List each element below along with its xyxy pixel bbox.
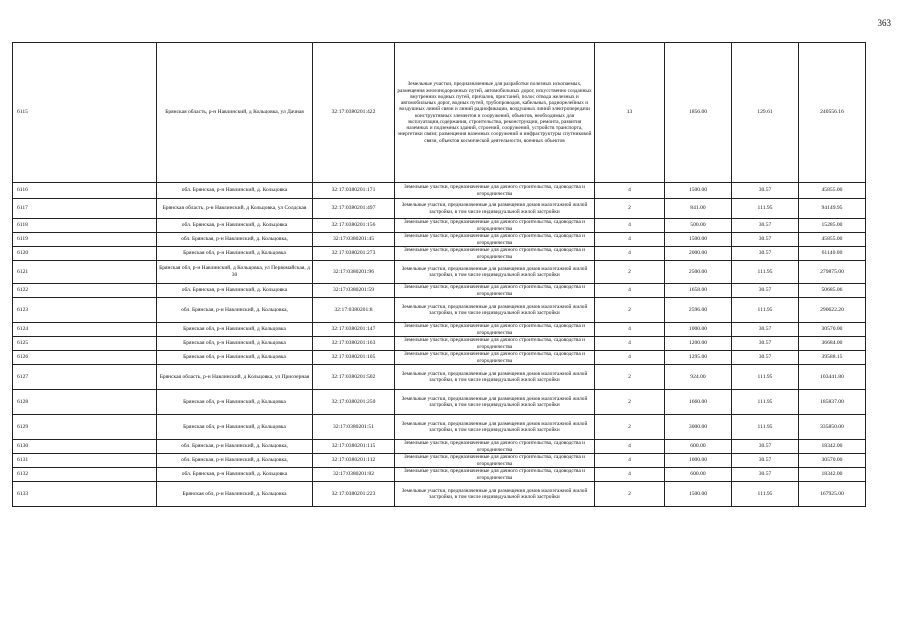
row-cadastral-number: 32:17:0380201:502 bbox=[313, 365, 395, 390]
row-id: 6117 bbox=[13, 199, 157, 219]
row-group: 4 bbox=[595, 219, 665, 233]
row-land-use-description: Земельные участки, предназначенные для размещения домов малоэтажной жилой застройки, в том числе индивидуальной жилой застройки bbox=[395, 415, 595, 440]
row-cadastral-value: 185837.00 bbox=[799, 390, 866, 415]
row-address: Брянская область, р-н Навлинский, д Кольцовка, ул Дачная bbox=[157, 43, 313, 183]
row-rate: 111.95 bbox=[732, 199, 799, 219]
row-land-use-description: Земельные участки, предназначенные для дачного строительства, садоводства и огородничества bbox=[395, 323, 595, 337]
row-cadastral-number: 32:17:0380201:163 bbox=[313, 337, 395, 351]
row-address: Брянская обл, р-н Навлинский, д Кольцовка bbox=[157, 323, 313, 337]
row-cadastral-value: 50685.06 bbox=[799, 284, 866, 298]
row-cadastral-value: 167925.00 bbox=[799, 482, 866, 507]
row-cadastral-number: 32:17:0380201:112 bbox=[313, 454, 395, 468]
row-group: 2 bbox=[595, 482, 665, 507]
row-area: 1295.00 bbox=[665, 351, 732, 365]
row-area: 1856.00 bbox=[665, 43, 732, 183]
row-id: 6127 bbox=[13, 365, 157, 390]
table-row bbox=[13, 323, 866, 337]
row-area: 1660.00 bbox=[665, 390, 732, 415]
row-area: 500.00 bbox=[665, 219, 732, 233]
row-id: 6129 bbox=[13, 415, 157, 440]
row-group: 4 bbox=[595, 183, 665, 199]
table-row bbox=[13, 199, 866, 219]
row-address: обл. Брянская, р-н Навлинский, д. Кольцовка bbox=[157, 468, 313, 482]
row-group: 4 bbox=[595, 323, 665, 337]
row-area: 3000.00 bbox=[665, 415, 732, 440]
row-land-use-description: Земельные участки, предназначенные для размещения домов малоэтажной жилой застройки, в том числе индивидуальной жилой застройки bbox=[395, 199, 595, 219]
row-address: обл. Брянская, р-н Навлинский, д. Кольцовка bbox=[157, 183, 313, 199]
row-area: 1658.00 bbox=[665, 284, 732, 298]
row-rate: 111.95 bbox=[732, 390, 799, 415]
table-row bbox=[13, 284, 866, 298]
row-rate: 129.61 bbox=[732, 43, 799, 183]
table-row bbox=[13, 390, 866, 415]
table-row bbox=[13, 365, 866, 390]
row-group: 2 bbox=[595, 415, 665, 440]
row-cadastral-value: 103441.80 bbox=[799, 365, 866, 390]
row-cadastral-value: 18342.00 bbox=[799, 440, 866, 454]
row-rate: 30.57 bbox=[732, 183, 799, 199]
row-cadastral-number: 32:17:0380201:45 bbox=[313, 233, 395, 247]
row-cadastral-value: 279875.00 bbox=[799, 261, 866, 284]
row-cadastral-value: 36684.00 bbox=[799, 337, 866, 351]
row-cadastral-number: 32:17:0380201:147 bbox=[313, 323, 395, 337]
row-id: 6124 bbox=[13, 323, 157, 337]
row-cadastral-number: 32:17:0380201:8 bbox=[313, 298, 395, 323]
row-id: 6121 bbox=[13, 261, 157, 284]
row-id: 6126 bbox=[13, 351, 157, 365]
row-rate: 30.57 bbox=[732, 219, 799, 233]
row-cadastral-value: 30570.00 bbox=[799, 323, 866, 337]
table-row bbox=[13, 482, 866, 507]
row-group: 2 bbox=[595, 298, 665, 323]
table-row bbox=[13, 233, 866, 247]
row-group: 2 bbox=[595, 261, 665, 284]
row-area: 600.00 bbox=[665, 468, 732, 482]
row-rate: 30.57 bbox=[732, 440, 799, 454]
row-group: 4 bbox=[595, 284, 665, 298]
row-group: 2 bbox=[595, 365, 665, 390]
row-cadastral-number: 32:17:0380201:497 bbox=[313, 199, 395, 219]
table-row bbox=[13, 415, 866, 440]
row-land-use-description: Земельные участки, предназначенные для дачного строительства, садоводства и огородничества bbox=[395, 183, 595, 199]
table-row bbox=[13, 337, 866, 351]
row-land-use-description: Земельные участки, предназначенные для дачного строительства, садоводства и огородничества bbox=[395, 440, 595, 454]
row-address: обл. Брянская, р-н Навлинский, д. Кольцовка, bbox=[157, 454, 313, 468]
row-id: 6119 bbox=[13, 233, 157, 247]
row-cadastral-number: 32:17:0380201:223 bbox=[313, 482, 395, 507]
row-rate: 30.57 bbox=[732, 337, 799, 351]
row-rate: 30.57 bbox=[732, 284, 799, 298]
row-address: обл. Брянская, р-н Навлинский, д. Кольцовка bbox=[157, 219, 313, 233]
row-land-use-description: Земельные участки, предназначенные для дачного строительства, садоводства и огородничества bbox=[395, 468, 595, 482]
row-group: 4 bbox=[595, 440, 665, 454]
row-address: обл. Брянская, р-н Навлинский, д. Кольцовка, bbox=[157, 233, 313, 247]
row-rate: 30.57 bbox=[732, 351, 799, 365]
row-area: 1500.00 bbox=[665, 482, 732, 507]
row-address: Брянская обл, р-н Навлинский, д Кольцовка bbox=[157, 415, 313, 440]
row-land-use-description: Земельные участки, предназначенные для размещения домов малоэтажной жилой застройки, в том числе индивидуальной жилой застройки bbox=[395, 298, 595, 323]
row-area: 1500.00 bbox=[665, 233, 732, 247]
row-cadastral-value: 61140.00 bbox=[799, 247, 866, 261]
row-cadastral-number: 32:17:0380201:59 bbox=[313, 284, 395, 298]
row-address: Брянская обл, р-н Навлинский, д Кольцовка bbox=[157, 337, 313, 351]
row-land-use-description: Земельные участки, предназначенные для дачного строительства, садоводства и огородничества bbox=[395, 337, 595, 351]
row-rate: 30.57 bbox=[732, 247, 799, 261]
row-cadastral-number: 32:17:0380201:171 bbox=[313, 183, 395, 199]
row-rate: 111.95 bbox=[732, 261, 799, 284]
row-cadastral-number: 32:17:0380201:422 bbox=[313, 43, 395, 183]
row-cadastral-value: 39588.15 bbox=[799, 351, 866, 365]
row-address: Брянская область, р-н Навлинский, д Кольцовка, ул Солдская bbox=[157, 199, 313, 219]
row-group: 13 bbox=[595, 43, 665, 183]
row-area: 2000.00 bbox=[665, 247, 732, 261]
row-cadastral-value: 45855.00 bbox=[799, 233, 866, 247]
row-rate: 111.95 bbox=[732, 365, 799, 390]
row-area: 1000.00 bbox=[665, 323, 732, 337]
row-id: 6133 bbox=[13, 482, 157, 507]
row-cadastral-number: 32:17:0380201:156 bbox=[313, 219, 395, 233]
row-land-use-description: Земельные участки, предназначенные для дачного строительства, садоводства и огородничества bbox=[395, 219, 595, 233]
row-group: 2 bbox=[595, 390, 665, 415]
table-body bbox=[13, 43, 866, 507]
row-cadastral-number: 32:17:0380201:105 bbox=[313, 351, 395, 365]
row-address: Брянская обл, р-н Навлинский, д Кольцовка bbox=[157, 247, 313, 261]
row-group: 4 bbox=[595, 454, 665, 468]
row-cadastral-number: 32:17:0380201:82 bbox=[313, 468, 395, 482]
row-land-use-description: Земельные участки, предназначенные для дачного строительства, садоводства и огородничества bbox=[395, 351, 595, 365]
row-cadastral-value: 30570.00 bbox=[799, 454, 866, 468]
row-cadastral-value: 240556.16 bbox=[799, 43, 866, 183]
row-land-use-description: Земельные участки, предназначенные для дачного строительства, садоводства и огородничества bbox=[395, 454, 595, 468]
row-id: 6125 bbox=[13, 337, 157, 351]
row-rate: 111.95 bbox=[732, 482, 799, 507]
table-row bbox=[13, 351, 866, 365]
table-row bbox=[13, 440, 866, 454]
row-cadastral-number: 32:17:0380201:51 bbox=[313, 415, 395, 440]
row-rate: 111.95 bbox=[732, 415, 799, 440]
row-land-use-description: Земельные участки, предназначенные для размещения домов малоэтажной жилой застройки, в том числе индивидуальной жилой застройки bbox=[395, 365, 595, 390]
row-id: 6120 bbox=[13, 247, 157, 261]
row-area: 2596.00 bbox=[665, 298, 732, 323]
row-group: 2 bbox=[595, 199, 665, 219]
row-group: 4 bbox=[595, 337, 665, 351]
row-address: обл. Брянская, р-н Навлинский, д. Кольцовка bbox=[157, 284, 313, 298]
row-address: Брянская область, р-н Навлинский, д Кольцовка, ул Приозерная bbox=[157, 365, 313, 390]
row-group: 4 bbox=[595, 468, 665, 482]
row-address: Брянская обл, р-н Навлинский, д. Кольцовка bbox=[157, 482, 313, 507]
row-area: 1000.00 bbox=[665, 454, 732, 468]
row-address: обл. Брянская, р-н Навлинский, д. Кольцовка, bbox=[157, 440, 313, 454]
row-cadastral-value: 45855.00 bbox=[799, 183, 866, 199]
row-area: 1500.00 bbox=[665, 183, 732, 199]
row-id: 6130 bbox=[13, 440, 157, 454]
row-id: 6116 bbox=[13, 183, 157, 199]
page-number: 363 bbox=[877, 18, 891, 28]
row-cadastral-value: 290622.20 bbox=[799, 298, 866, 323]
row-id: 6123 bbox=[13, 298, 157, 323]
row-rate: 30.57 bbox=[732, 454, 799, 468]
table-row bbox=[13, 468, 866, 482]
row-land-use-description: Земельные участки, предназначенные для дачного строительства, садоводства и огородничества bbox=[395, 233, 595, 247]
row-area: 600.00 bbox=[665, 440, 732, 454]
row-cadastral-value: 18342.00 bbox=[799, 468, 866, 482]
row-land-use-description: Земельные участки, предназначенные для дачного строительства, садоводства и огородничества bbox=[395, 284, 595, 298]
row-cadastral-number: 32:17:0380201:273 bbox=[313, 247, 395, 261]
row-land-use-description: Земельные участки, предназначенные для разработки полезных ископаемых, размещения железнодорожных путей, автомобильных дорог, искусственно созданных внутренних водных путей, причалов, пристаней, полос отвода железных и автомобильных дорог, водных путей, трубопроводов, кабельных, радиорелейных и воздушных линий связи и линий радиофикации, воздушных линий электропередачи конструктивных элементов и сооружений, объектов, необходимых для эксплуатации,содержания, строительства, реконструкции, ремонта, развития наземных и подземных зданий, строений, сооружений, устройств транспорта, энергетики связи; размещения наземных сооружений и инфраструктуры спутниковой связи, объектов космической деятельности, военных объектов bbox=[395, 43, 595, 183]
row-rate: 30.57 bbox=[732, 323, 799, 337]
row-land-use-description: Земельные участки, предназначенные для размещения домов малоэтажной жилой застройки, в том числе индивидуальной жилой застройки bbox=[395, 390, 595, 415]
row-rate: 30.57 bbox=[732, 468, 799, 482]
row-id: 6118 bbox=[13, 219, 157, 233]
row-address: Брянская обл, р-н Навлинский, д Кольцовка bbox=[157, 351, 313, 365]
table-row bbox=[13, 183, 866, 199]
row-id: 6128 bbox=[13, 390, 157, 415]
row-address: обл. Брянская, р-н Навлинский, д. Кольцовка, bbox=[157, 298, 313, 323]
row-rate: 111.95 bbox=[732, 298, 799, 323]
row-group: 4 bbox=[595, 351, 665, 365]
row-land-use-description: Земельные участки, предназначенные для дачного строительства, садоводства и огородничества bbox=[395, 247, 595, 261]
row-id: 6122 bbox=[13, 284, 157, 298]
row-land-use-description: Земельные участки, предназначенные для размещения домов малоэтажной жилой застройки, в том числе индивидуальной жилой застройки bbox=[395, 482, 595, 507]
table-row bbox=[13, 261, 866, 284]
row-cadastral-value: 94149.95 bbox=[799, 199, 866, 219]
row-id: 6131 bbox=[13, 454, 157, 468]
table-row bbox=[13, 43, 866, 183]
row-cadastral-number: 32:17:0380201:250 bbox=[313, 390, 395, 415]
row-area: 841.00 bbox=[665, 199, 732, 219]
row-id: 6132 bbox=[13, 468, 157, 482]
row-group: 4 bbox=[595, 247, 665, 261]
row-land-use-description: Земельные участки, предназначенные для размещения домов малоэтажной жилой застройки, в том числе индивидуальной жилой застройки bbox=[395, 261, 595, 284]
row-address: Брянская обл, р-н Навлинский, д Кольцовка, ул Первомайская, д 30 bbox=[157, 261, 313, 284]
row-id: 6115 bbox=[13, 43, 157, 183]
row-cadastral-number: 32:17:0380201:96 bbox=[313, 261, 395, 284]
row-area: 924.00 bbox=[665, 365, 732, 390]
table-row bbox=[13, 219, 866, 233]
row-rate: 30.57 bbox=[732, 233, 799, 247]
table-row bbox=[13, 298, 866, 323]
table-row bbox=[13, 454, 866, 468]
row-cadastral-value: 15285.00 bbox=[799, 219, 866, 233]
row-address: Брянская обл, р-н Навлинский, д Кольцовка bbox=[157, 390, 313, 415]
row-cadastral-value: 335850.00 bbox=[799, 415, 866, 440]
row-area: 1200.00 bbox=[665, 337, 732, 351]
table-row bbox=[13, 247, 866, 261]
row-group: 4 bbox=[595, 233, 665, 247]
row-area: 2500.00 bbox=[665, 261, 732, 284]
row-cadastral-number: 32:17:0380201:115 bbox=[313, 440, 395, 454]
cadastral-table bbox=[12, 42, 866, 507]
